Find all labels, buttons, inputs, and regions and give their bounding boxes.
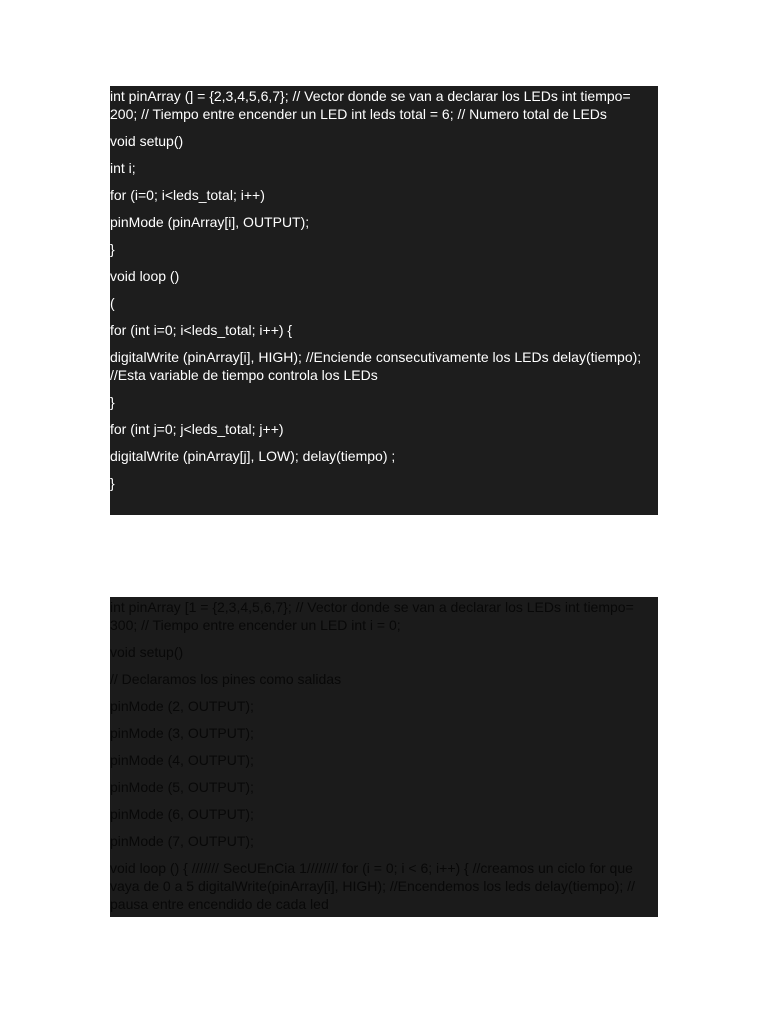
code-line: digitalWrite (pinArray[j], LOW); delay(tiempo) ; xyxy=(110,448,396,464)
code-line: } xyxy=(110,394,115,410)
code-line: int i; xyxy=(110,160,136,176)
code-line: pinMode (3, OUTPUT); xyxy=(110,725,254,741)
code-line: for (i=0; i<leds_total; i++) xyxy=(110,187,265,203)
code-line: int pinArray (] = {2,3,4,5,6,7}; // Vector donde se van a declarar los LEDs int tiempo= 200; // Tiempo entre encender un LED int leds total = 6; // Numero total de LEDs xyxy=(110,88,631,122)
code-line: digitalWrite (pinArray[i], HIGH); //Enciende consecutivamente los LEDs delay(tiempo); //Esta variable de tiempo controla los LEDs xyxy=(110,349,642,383)
code-line: ( xyxy=(110,295,115,311)
code-line: } xyxy=(110,475,115,491)
code-line: } xyxy=(110,241,115,257)
code-line: pinMode (7, OUTPUT); xyxy=(110,833,254,849)
code-line: // Declaramos los pines como salidas xyxy=(110,671,342,687)
code-line: pinMode (4, OUTPUT); xyxy=(110,752,254,768)
code-line: pinMode (pinArray[i], OUTPUT); xyxy=(110,214,310,230)
code-line: int pinArray [1 = {2,3,4,5,6,7}; // Vector donde se van a declarar los LEDs int tiempo= 300; // Tiempo entre encender un LED int i = 0; xyxy=(110,599,634,633)
code-line: pinMode (5, OUTPUT); xyxy=(110,779,254,795)
code-snippet-block-1 xyxy=(110,86,658,515)
code-line: for (int j=0; j<leds_total; j++) xyxy=(110,421,284,437)
code-snippet-block-2 xyxy=(110,597,658,917)
code-line: pinMode (6, OUTPUT); xyxy=(110,806,254,822)
code-line: void loop () { /////// SecUEnCia 1//////// for (i = 0; i < 6; i++) { //creamos un ciclo for que vaya de 0 a 5 digitalWrite(pinArray[i], HIGH); //Encendemos los leds delay(tiempo); // pausa entre encendido de cada led xyxy=(110,860,635,912)
code-line: void loop () xyxy=(110,268,180,284)
code-line: void setup() xyxy=(110,644,184,660)
code-line: pinMode (2, OUTPUT); xyxy=(110,698,254,714)
code-line: void setup() xyxy=(110,133,184,149)
code-line: for (int i=0; i<leds_total; i++) { xyxy=(110,322,293,338)
